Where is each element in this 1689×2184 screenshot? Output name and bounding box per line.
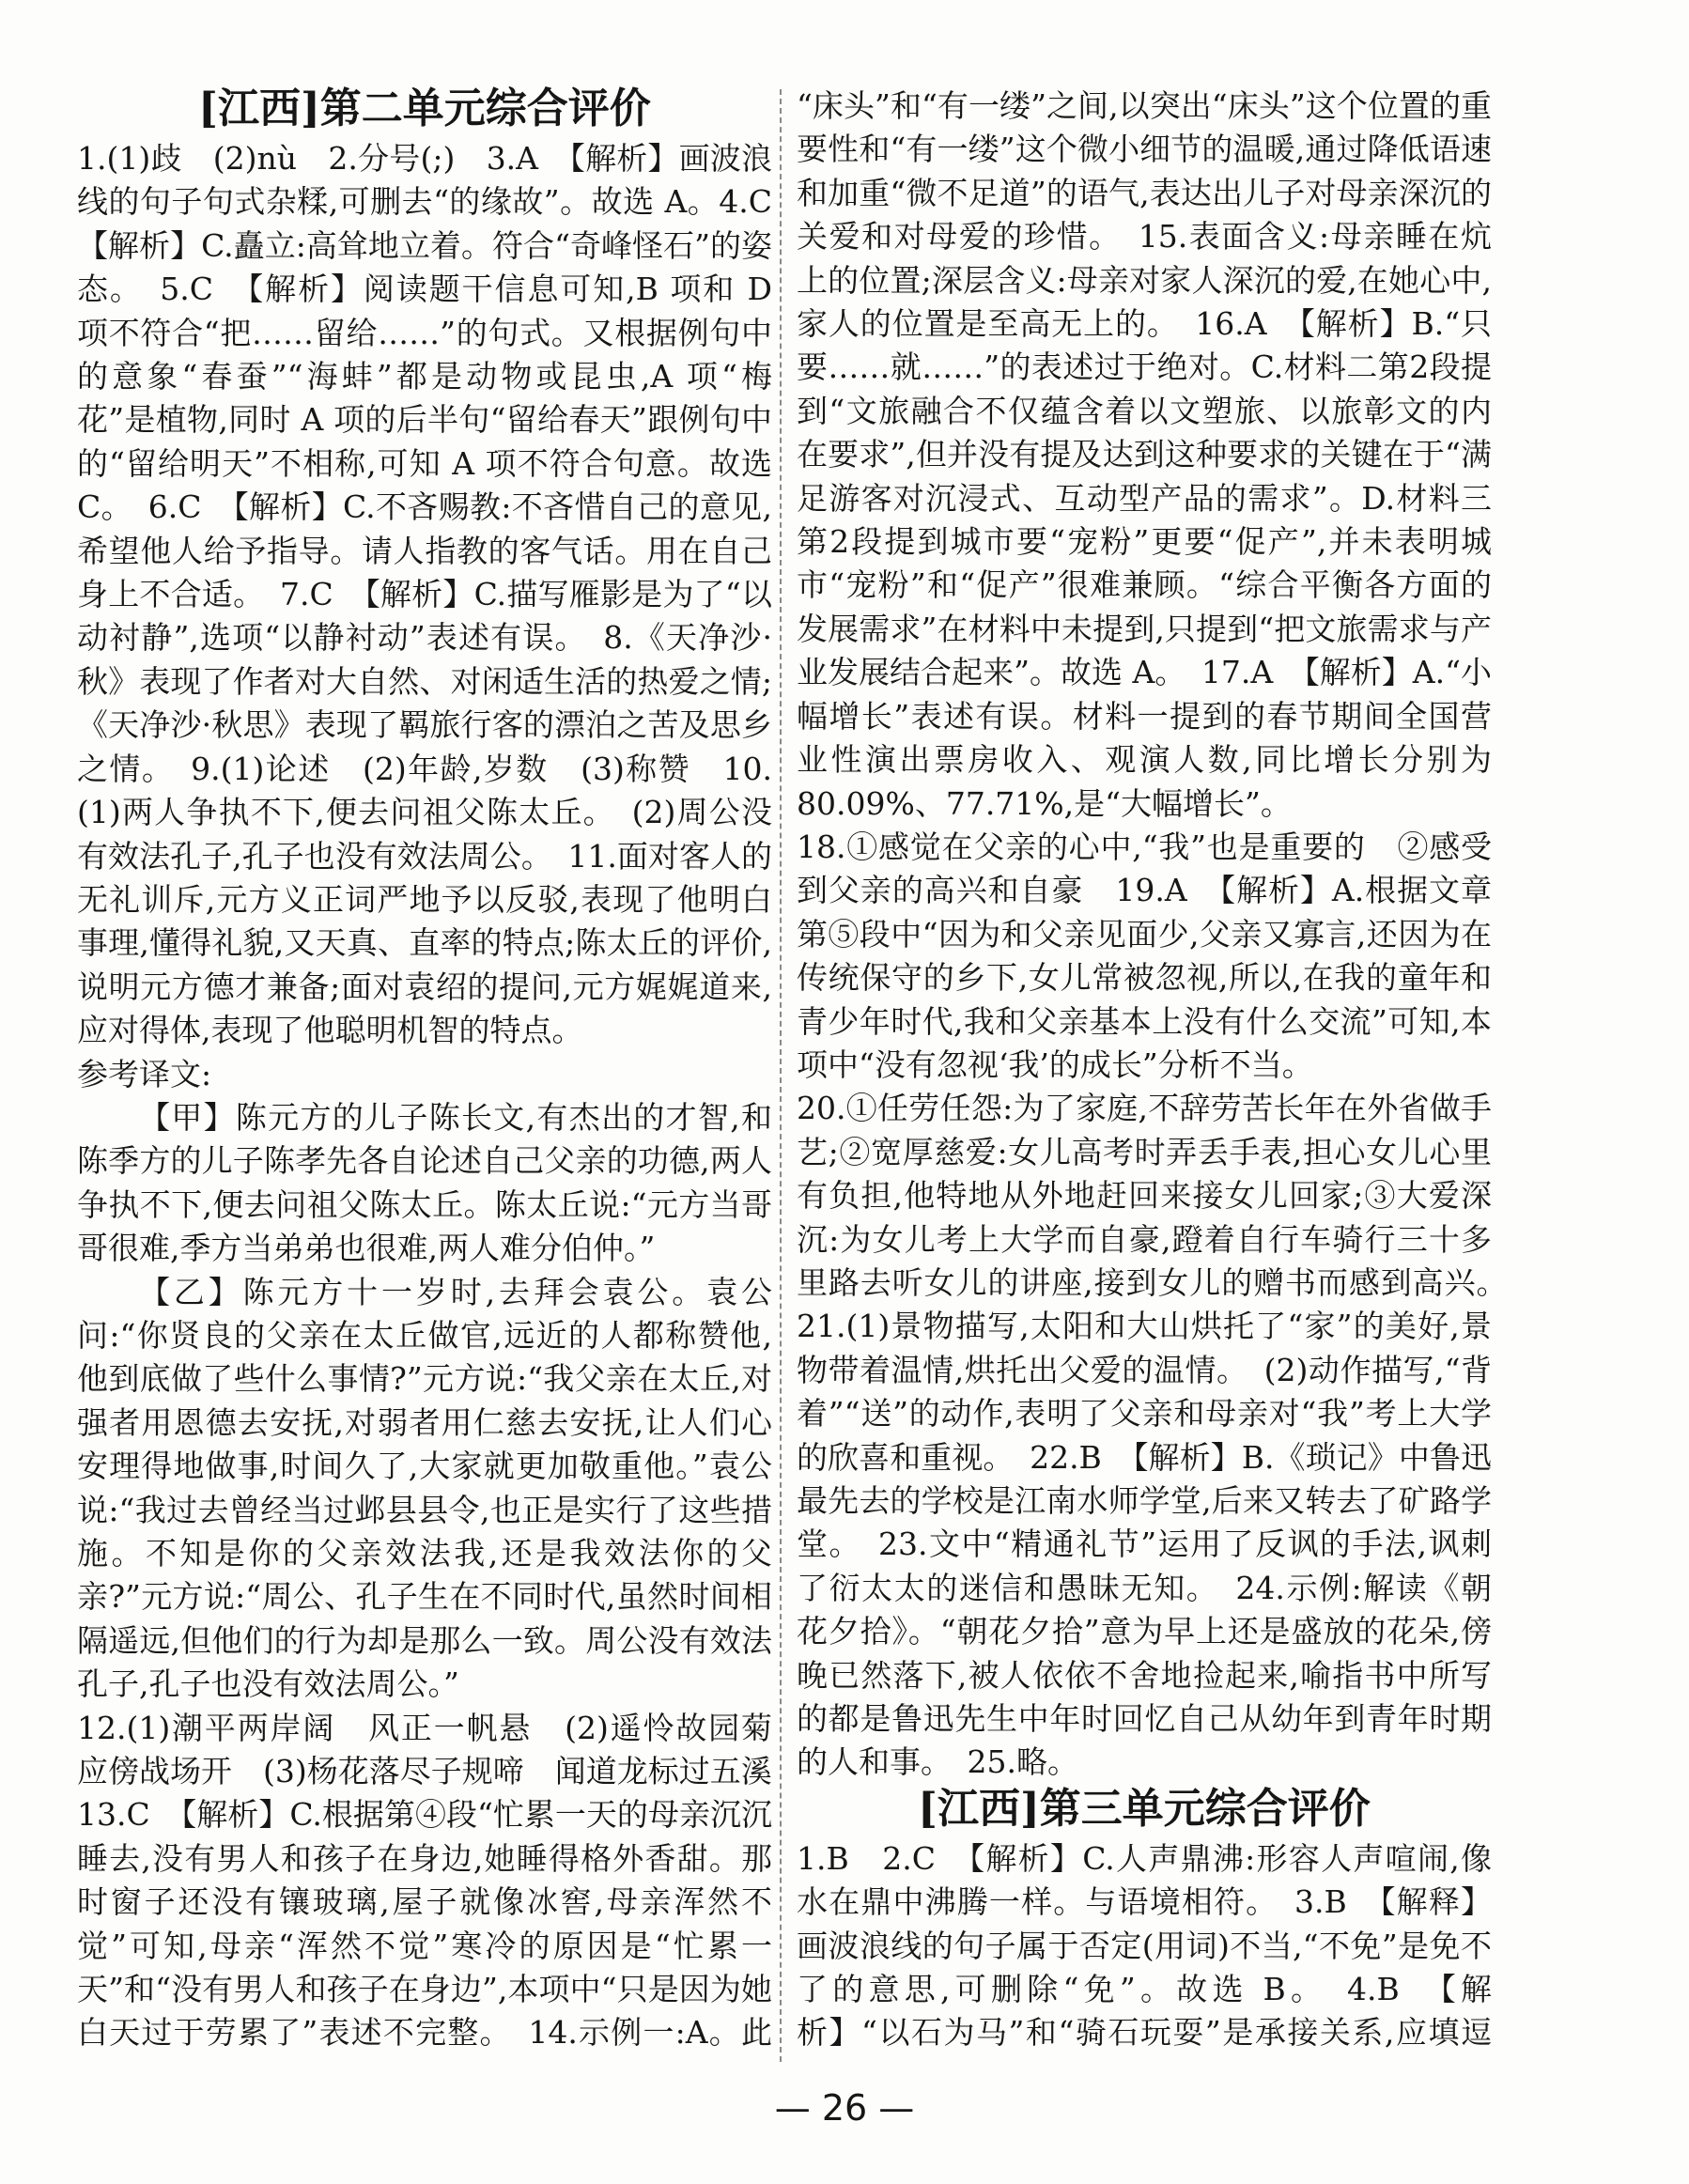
section-title-unit2: [江西]第二单元综合评价	[198, 85, 651, 132]
left-column	[77, 85, 772, 2057]
answers-q13-q14: 13.C 【解析】C.根据第④段“忙累一天的母亲沉沉睡去,没有男人和孩子在身边,她睡得格外香甜。那时窗子还没有镶玻璃,屋子就像冰窖,母亲浑然不觉”可知,母亲“浑然不觉”寒冷的原因是“忙累一天”和“没有男人和孩子在身边”,本项中“只是因为她白天过于劳累了”表述不完整。 14.示例一:A。此	[77, 1796, 772, 2052]
section-title-unit3: [江西]第三单元综合评价	[918, 1784, 1371, 1833]
answer-q12: 12.(1)潮平两岸阔 风正一帆悬 (2)遥怜故园菊 应傍战场开 (3)杨花落尽子规啼 闻道龙标过五溪	[77, 1709, 772, 1790]
answers-q18-q19: 18.①感觉在父亲的心中,“我”也是重要的 ②感受到父亲的高兴和自豪 19.A 【解析】A.根据文章第⑤段中“因为和父亲见面少,父亲又寡言,还因为在传统保守的乡下,女儿常被忽视,所以,在我的童年和青少年时代,我和父亲基本上没有什么交流”可知,本项中“没有忽视‘我’的成长”分析不当。	[797, 828, 1492, 1083]
answers-q14-cont-q17: “床头”和“有一缕”之间,以突出“床头”这个位置的重要性和“有一缕”这个微小细节的温暖,通过降低语速和加重“微不足道”的语气,表达出儿子对母亲深沉的关爱和对母爱的珍惜。 15.表面含义:母亲睡在炕上的位置;深层含义:母亲对家人深沉的爱,在她心中,家人的位置是至高无上的。 16.A 【解析】B.“只要……就……”的表述过于绝对。C.材料二第2段提到“文旅融合不仅蕴含着以文塑旅、以旅彰文的内在要求”,但并没有提及达到这种要求的关键在于“满足游客对沉浸式、互动型产品的需求”。D.材料三第2段提到城市要“宠粉”更要“促产”,并未表明城市“宠粉”和“促产”很难兼顾。“综合平衡各方面的发展需求”在材料中未提到,只提到“把文旅需求与产业发展结合起来”。故选 A。 17.A 【解析】A.“小幅增长”表述有误。材料一提到的春节期间全国营业性演出票房收入、观演人数,同比增长分别为 80.09%、77.71%,是“大幅增长”。	[797, 87, 1492, 822]
answers-q20-q25: 20.①任劳任怨:为了家庭,不辞劳苦长年在外省做手艺;②宽厚慈爱:女儿高考时弄丢手表,担心女儿心里有负担,他特地从外地赶回来接女儿回家;③大爱深沉:为女儿考上大学而自豪,蹬着自行车骑行三十多里路去听女儿的讲座,接到女儿的赠书而感到高兴。 21.(1)景物描写,太阳和大山烘托了“家”的美好,景物带着温情,烘托出父爱的温情。 (2)动作描写,“背着”“送”的动作,表明了父亲和母亲对“我”考上大学的欣喜和重视。 22.B 【解析】B.《琐记》中鲁迅最先去的学校是江南水师学堂,后来又转去了矿路学堂。 23.文中“精通礼节”运用了反讽的手法,讽刺了衍太太的迷信和愚昧无知。 24.示例:解读《朝花夕拾》。“朝花夕拾”意为早上还是盛放的花朵,傍晚已然落下,被人依依不舍地捡起来,喻指书中所写的都是鲁迅先生中年时回忆自己从幼年到青年时期的人和事。 25.略。	[797, 1090, 1492, 1781]
translation-jia: 【甲】陈元方的儿子陈长文,有杰出的才智,和陈季方的儿子陈孝先各自论述自己父亲的功德,两人争执不下,便去问祖父陈太丘。陈太丘说:“元方当哥哥很难,季方当弟弟也很难,两人难分伯仲。”	[77, 1098, 772, 1267]
right-column	[797, 85, 1492, 2057]
answers-unit3-q1-q6: 1.B 2.C 【解析】C.人声鼎沸:形容人声喧闹,像水在鼎中沸腾一样。与语境相符。 3.B 【解释】画波浪线的句子属于否定(用词)不当,“不免”是免不了的意思,可删除“免”。故选 B。 4.B 【解析】“以石为马”和“骑石玩耍”是承接关系,应填逗	[797, 1839, 1492, 2052]
translation-yi: 【乙】陈元方十一岁时,去拜会袁公。袁公问:“你贤良的父亲在太丘做官,远近的人都称赞他,他到底做了些什么事情?”元方说:“我父亲在太丘,对强者用恩德去安抚,对弱者用仁慈去安抚,让人们心安理得地做事,时间久了,大家就更加敬重他。”袁公说:“我过去曾经当过邺县县令,也正是实行了这些措施。不知是你的父亲效法我,还是我效法你的父亲?”元方说:“周公、孔子生在不同时代,虽然时间相隔遥远,但他们的行为却是那么一致。周公没有效法孔子,孔子也没有效法周公。”	[77, 1273, 772, 1703]
answers-unit2-q1-q11: 1.(1)歧 (2)nù 2.分号(;) 3.A 【解析】画波浪线的句子句式杂糅,可删去“的缘故”。故选 A。4.C 【解析】C.矗立:高耸地立着。符合“奇峰怪石”的姿态。 5.C 【解析】阅读题干信息可知,B 项和 D 项不符合“把……留给……”的句式。又根据例句中的意象“春蚕”“海蚌”都是动物或昆虫,A 项“梅花”是植物,同时 A 项的后半句“留给春天”跟例句中的“留给明天”不相称,可知 A 项不符合句意。故选 C。 6.C 【解析】C.不吝赐教:不吝惜自己的意见,希望他人给予指导。请人指教的客气话。用在自己身上不合适。 7.C 【解析】C.描写雁影是为了“以动衬静”,选项“以静衬动”表述有误。 8.《天净沙·秋》表现了作者对大自然、对闲适生活的热爱之情;《天净沙·秋思》表现了羁旅行客的漂泊之苦及思乡之情。 9.(1)论述 (2)年龄,岁数 (3)称赞 10.(1)两人争执不下,便去问祖父陈太丘。 (2)周公没有效法孔子,孔子也没有效法周公。 11.面对客人的无礼训斥,元方义正词严地予以反驳,表现了他明白事理,懂得礼貌,又天真、直率的特点;陈太丘的评价,说明元方德才兼备;面对袁绍的提问,元方娓娓道来,应对得体,表现了他聪明机智的特点。	[77, 140, 772, 1049]
reference-translation-label: 参考译文:	[77, 1055, 212, 1092]
page-number: — 26 —	[774, 2087, 915, 2129]
column-divider	[780, 89, 782, 2062]
